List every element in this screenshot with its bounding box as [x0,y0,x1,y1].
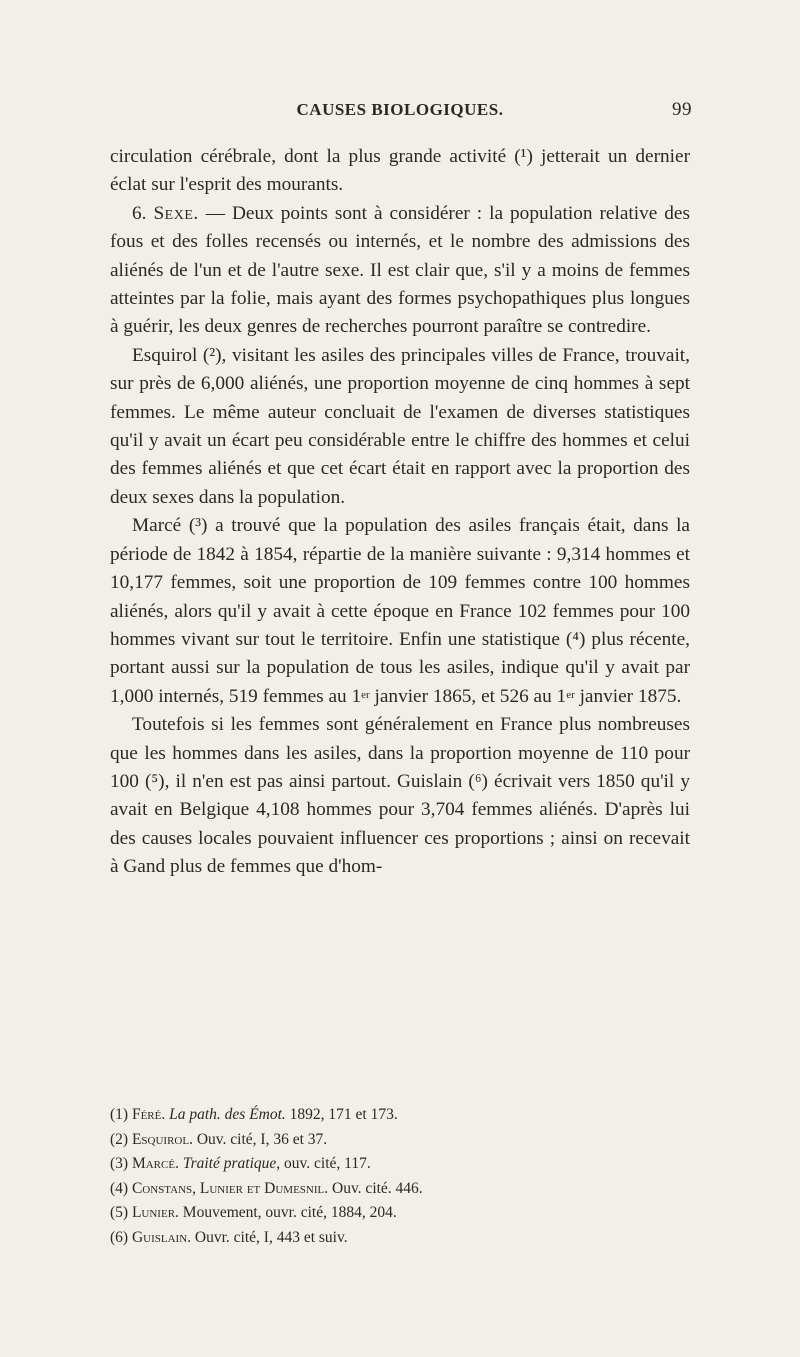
footnote-2 [110,1128,690,1153]
paragraph-text: janvier 1865, et 526 au 1 [369,685,567,707]
footnote-text: . Mouvement, ouvr. cité, 1884, 204. [175,1204,397,1222]
section-number: 6. [132,202,154,224]
footnote-author: Marcé [131,1155,176,1173]
footnote-mark: (1) [110,1106,132,1123]
footnote-sep: . [175,1155,183,1173]
footnote-4 [110,1177,690,1202]
footnote-author: Féré [131,1106,162,1123]
footnote-author: Guislain [131,1228,188,1246]
footnote-title: La path. des Émot. [169,1106,286,1123]
paragraph-esquirol [110,342,690,512]
footnote-author: Lunier [131,1204,176,1222]
footnote-mark: (2) [110,1130,132,1148]
footnote-author: Esquirol [131,1130,190,1148]
superscript: er [361,688,370,701]
footnote-mark: (3) [110,1155,132,1173]
paragraph-marce [110,512,690,711]
footnote-text: , ouv. cité, 117. [276,1155,371,1173]
page-number: 99 [672,99,692,120]
footnote-author: Constans, Lunier et Dumesnil [131,1179,325,1197]
main-text [110,143,690,882]
footnote-mark: (6) [110,1228,132,1246]
paragraph-text: — Deux points sont à considérer : la population relative des fous et des folles recensés ou internés, et le nombre des admissions des aliénés de l'un et de l'autre sexe. Il est clair que, s'il y a moins de femmes atteintes par la folie, mais ayant des formes psychopathiques plus longues à guérir, les deux genres de recherches pourront paraître se contredire. [110,202,690,338]
paragraph-continuation [110,143,690,200]
footnote-5 [110,1201,690,1226]
footnote-text: . Ouv. cité. 446. [324,1179,423,1197]
paragraph-text: Toutefois si les femmes sont généralement en France plus nombreuses que les hommes dans les asiles, dans la proportion moyenne de 110 pour 100 (⁵), il n'en est pas ainsi partout. Guislain (⁶) écrivait vers 1850 qu'il y avait en Belgique 4,108 hommes pour 3,704 femmes aliénés. D'après lui des causes locales pouvaient influencer ces proportions ; ainsi on recevait à Gand plus de femmes que d'hom- [110,714,690,878]
footnote-text: . Ouv. cité, I, 36 et 37. [189,1130,328,1148]
paragraph-sexe [110,200,690,342]
footnote-mark: (4) [110,1179,132,1197]
footnote-3 [110,1152,690,1177]
footnote-mark: (5) [110,1204,132,1222]
paragraph-toutefois [110,711,690,881]
footnotes [110,1103,690,1251]
section-heading: Sexe. [153,202,199,224]
footnote-1 [110,1103,690,1128]
paragraph-text: Esquirol (²), visitant les asiles des principales villes de France, trouvait, sur près de 6,000 aliénés, une proportion moyenne de cinq hommes à sept femmes. Le même auteur concluait de l'examen de diverses statistiques qu'il y avait un écart peu considérable entre le chiffre des hommes et celui des femmes aliénés et que cet écart était en rapport avec la proportion des deux sexes dans la population. [110,344,690,508]
superscript: er [566,688,575,701]
paragraph-text: circulation cérébrale, dont la plus grande activité (¹) jetterait un dernier éclat sur l'esprit des mourants. [110,146,690,196]
paragraph-text: Marcé (³) a trouvé que la population des asiles français était, dans la période de 1842 à 1854, répartie de la manière suivante : 9,314 hommes et 10,177 femmes, soit une proportion de 109 femmes contre 100 hommes aliénés, alors qu'il y avait à cette époque en France 102 femmes pour 100 hommes vivant sur tout le territoire. Enfin une statistique (⁴) plus récente, portant aussi sur la population de tous les asiles, indique qu'il y avait par 1,000 internés, 519 femmes au 1 [110,515,690,707]
running-title: CAUSES BIOLOGIQUES. [296,100,504,119]
footnote-text: 1892, 171 et 173. [285,1106,398,1123]
footnote-sep: . [161,1106,170,1123]
footnote-title: Traité pratique [182,1155,277,1173]
paragraph-text: janvier 1875. [574,685,682,707]
footnote-text: . Ouvr. cité, I, 443 et suiv. [187,1228,348,1246]
footnote-6 [110,1226,690,1251]
